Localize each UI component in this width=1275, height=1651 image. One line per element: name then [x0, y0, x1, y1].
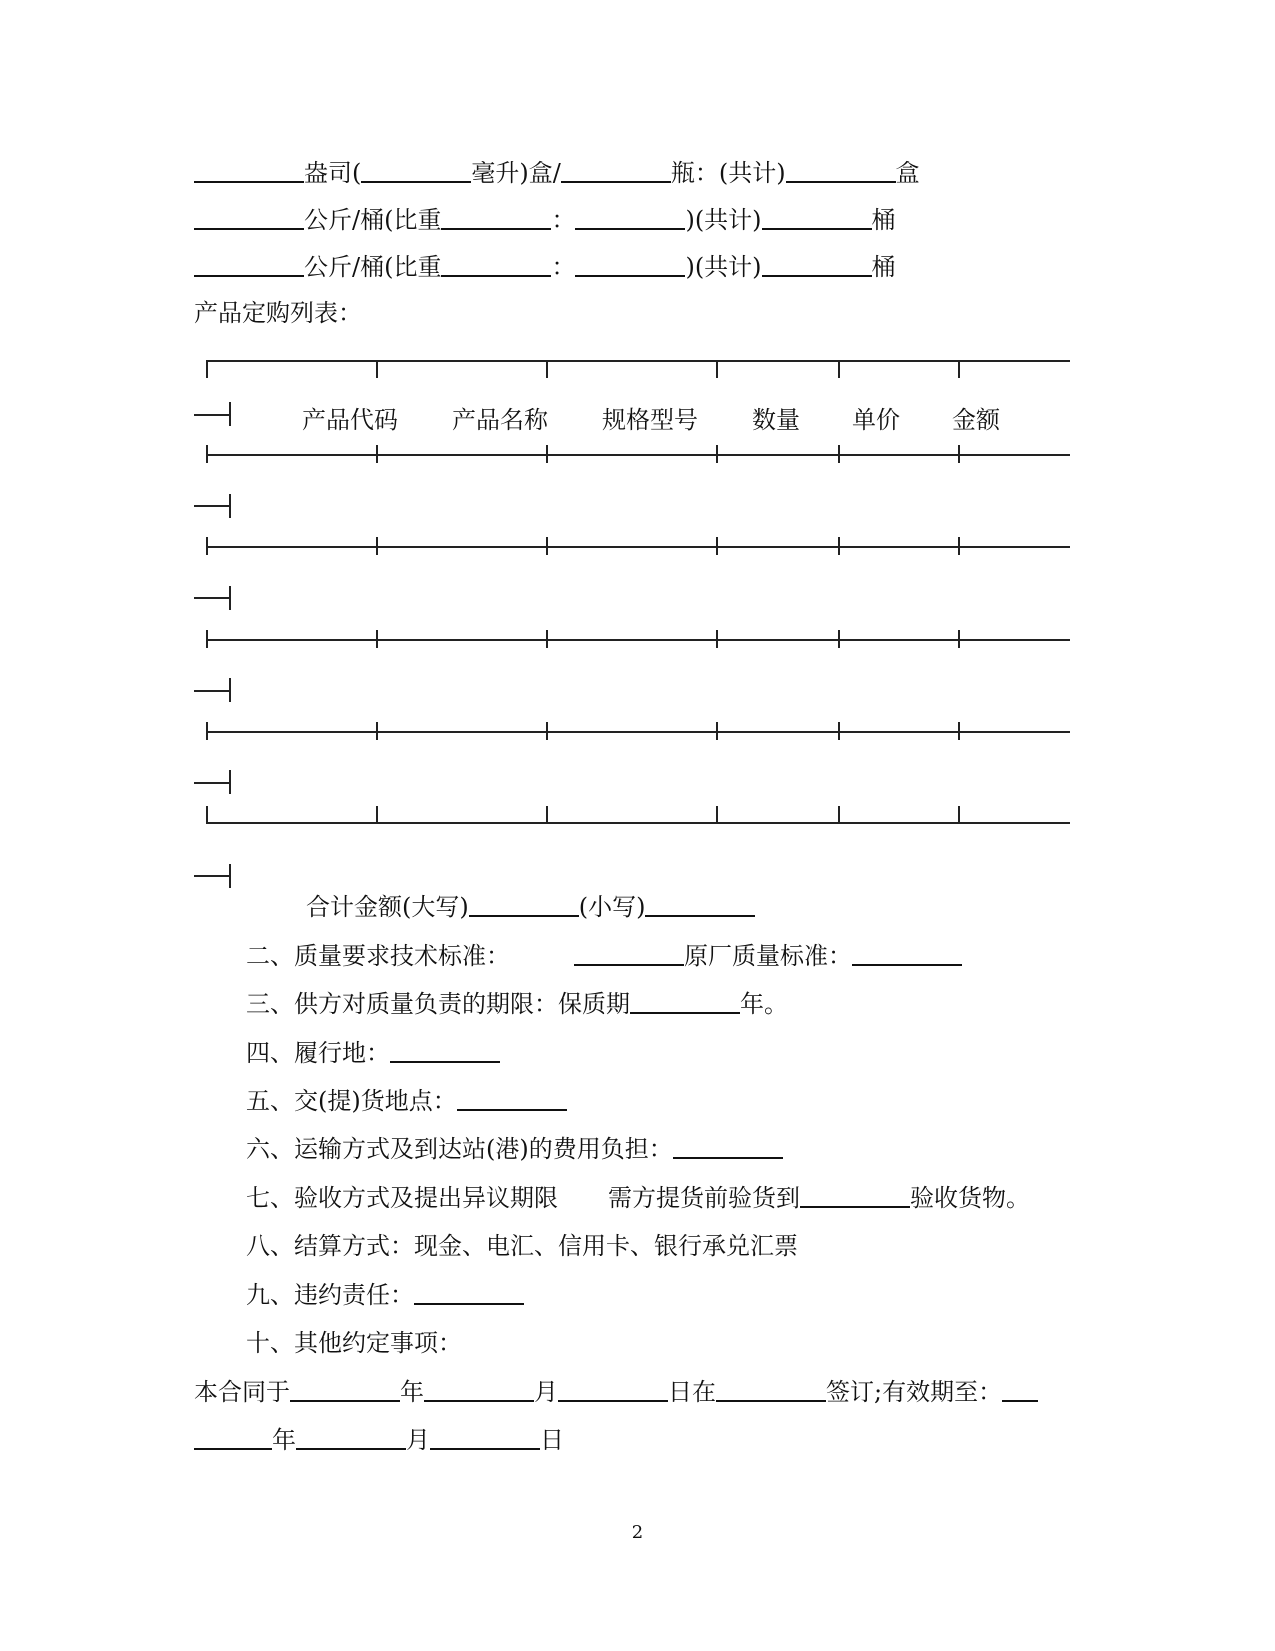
spec-text: 桶	[871, 253, 896, 281]
blank-field[interactable]	[575, 253, 685, 277]
table-stub	[194, 690, 230, 692]
table-tick	[716, 630, 718, 648]
table-tick	[376, 630, 378, 648]
table-tick	[716, 722, 718, 740]
table-tick	[838, 360, 840, 378]
blank-field[interactable]	[786, 159, 896, 183]
spec-line-1	[194, 158, 920, 188]
spec-text: 公斤/桶(比重	[304, 253, 442, 281]
blank-field[interactable]	[194, 253, 304, 277]
table-stub	[229, 494, 231, 518]
blank-field[interactable]	[457, 1087, 567, 1111]
table-stub	[229, 770, 231, 794]
total-line: 合计金额(大写) (小写)	[306, 892, 755, 922]
table-tick	[958, 722, 960, 740]
table-tick	[546, 445, 548, 463]
table-tick	[206, 537, 208, 555]
spec-text: 公斤/桶(比重	[304, 206, 442, 234]
blank-field[interactable]	[194, 206, 304, 230]
table-stub	[194, 782, 230, 784]
blank-field[interactable]	[630, 990, 740, 1014]
table-tick	[716, 806, 718, 824]
clause-3: 三、供方对质量负责的期限：保质期 年。	[246, 990, 788, 1018]
table-stub	[229, 864, 231, 888]
spec-line-3	[194, 252, 896, 282]
table-tick	[716, 360, 718, 378]
table-tick	[546, 537, 548, 555]
table-stub	[194, 414, 230, 416]
spec-text: 盎司(	[304, 159, 362, 187]
table-tick	[958, 806, 960, 824]
table-rule-bottom	[206, 822, 1070, 824]
col-header: 金额	[952, 406, 1000, 434]
spec-text: )(共计)	[685, 253, 762, 281]
blank-field[interactable]	[441, 206, 551, 230]
blank-field[interactable]	[673, 1135, 783, 1159]
table-tick	[206, 630, 208, 648]
blank-field[interactable]	[361, 159, 471, 183]
col-header: 规格型号	[602, 406, 698, 434]
blank-field[interactable]	[575, 206, 685, 230]
clause-5: 五、交(提)货地点：	[246, 1086, 567, 1116]
clause-6: 六、运输方式及到达站(港)的费用负担：	[246, 1134, 783, 1164]
spec-line-2	[194, 205, 896, 235]
table-tick	[376, 360, 378, 378]
table-tick	[958, 630, 960, 648]
col-header: 产品代码	[302, 406, 398, 434]
table-stub	[229, 678, 231, 702]
table-tick	[958, 360, 960, 378]
table-tick	[376, 722, 378, 740]
table-tick	[958, 445, 960, 463]
blank-field[interactable]	[574, 942, 684, 966]
table-tick	[838, 537, 840, 555]
table-tick	[376, 537, 378, 555]
table-rule	[206, 454, 1070, 456]
spec-text: ：	[551, 206, 576, 234]
table-tick	[716, 445, 718, 463]
spec-text: )(共计)	[685, 206, 762, 234]
table-title: 产品定购列表：	[194, 299, 362, 327]
signing-line-1: 本合同于 年 月 日在 签订;有效期至：	[194, 1377, 1038, 1407]
spec-text: 瓶：(共计)	[670, 159, 786, 187]
spec-text: 盒	[895, 159, 920, 187]
table-rule-top	[206, 360, 1070, 362]
table-tick	[716, 537, 718, 555]
clause-9: 九、违约责任：	[246, 1280, 524, 1310]
table-tick	[546, 360, 548, 378]
table-tick	[206, 360, 208, 378]
blank-field[interactable]	[424, 1378, 534, 1402]
table-tick	[838, 806, 840, 824]
signing-line-2: 年 月 日	[194, 1425, 564, 1455]
table-stub	[229, 586, 231, 610]
blank-field[interactable]	[414, 1281, 524, 1305]
blank-field[interactable]	[800, 1184, 910, 1208]
blank-field[interactable]	[290, 1378, 400, 1402]
table-tick	[838, 630, 840, 648]
table-tick	[376, 806, 378, 824]
blank-field[interactable]	[390, 1039, 500, 1063]
table-rule	[206, 546, 1070, 548]
table-tick	[838, 722, 840, 740]
col-header: 产品名称	[452, 406, 548, 434]
col-header: 单价	[852, 406, 900, 434]
blank-field[interactable]	[469, 893, 579, 917]
table-tick	[376, 445, 378, 463]
table-stub	[194, 597, 230, 599]
table-stub	[229, 402, 231, 426]
clause-2: 二、质量要求技术标准： 原厂质量标准：	[246, 941, 962, 971]
table-rule	[206, 639, 1070, 641]
table-stub	[194, 505, 230, 507]
blank-field[interactable]	[194, 1426, 272, 1450]
clause-4: 四、履行地：	[246, 1038, 500, 1068]
clause-8: 八、结算方式：现金、电汇、信用卡、银行承兑汇票	[246, 1232, 798, 1260]
table-tick	[958, 537, 960, 555]
spec-text: ：	[551, 253, 576, 281]
blank-field[interactable]	[296, 1426, 406, 1450]
blank-field[interactable]	[1002, 1378, 1038, 1402]
table-tick	[206, 806, 208, 824]
blank-field[interactable]	[441, 253, 551, 277]
blank-field[interactable]	[762, 206, 872, 230]
page-number: 2	[631, 1522, 644, 1543]
table-stub	[194, 875, 230, 877]
blank-field[interactable]	[561, 159, 671, 183]
spec-text: 桶	[871, 206, 896, 234]
table-tick	[546, 806, 548, 824]
table-tick	[206, 445, 208, 463]
col-header: 数量	[752, 406, 800, 434]
blank-field[interactable]	[194, 159, 304, 183]
table-tick	[838, 445, 840, 463]
blank-field[interactable]	[645, 893, 755, 917]
clause-7: 七、验收方式及提出异议期限 需方提货前验货到 验收货物。	[246, 1184, 1030, 1212]
blank-field[interactable]	[716, 1378, 826, 1402]
blank-field[interactable]	[558, 1378, 668, 1402]
blank-field[interactable]	[852, 942, 962, 966]
spec-text: 毫升)盒/	[471, 159, 561, 187]
table-tick	[206, 722, 208, 740]
blank-field[interactable]	[762, 253, 872, 277]
clause-10: 十、其他约定事项：	[246, 1329, 462, 1357]
table-tick	[546, 630, 548, 648]
table-rule	[206, 731, 1070, 733]
table-tick	[546, 722, 548, 740]
blank-field[interactable]	[430, 1426, 540, 1450]
